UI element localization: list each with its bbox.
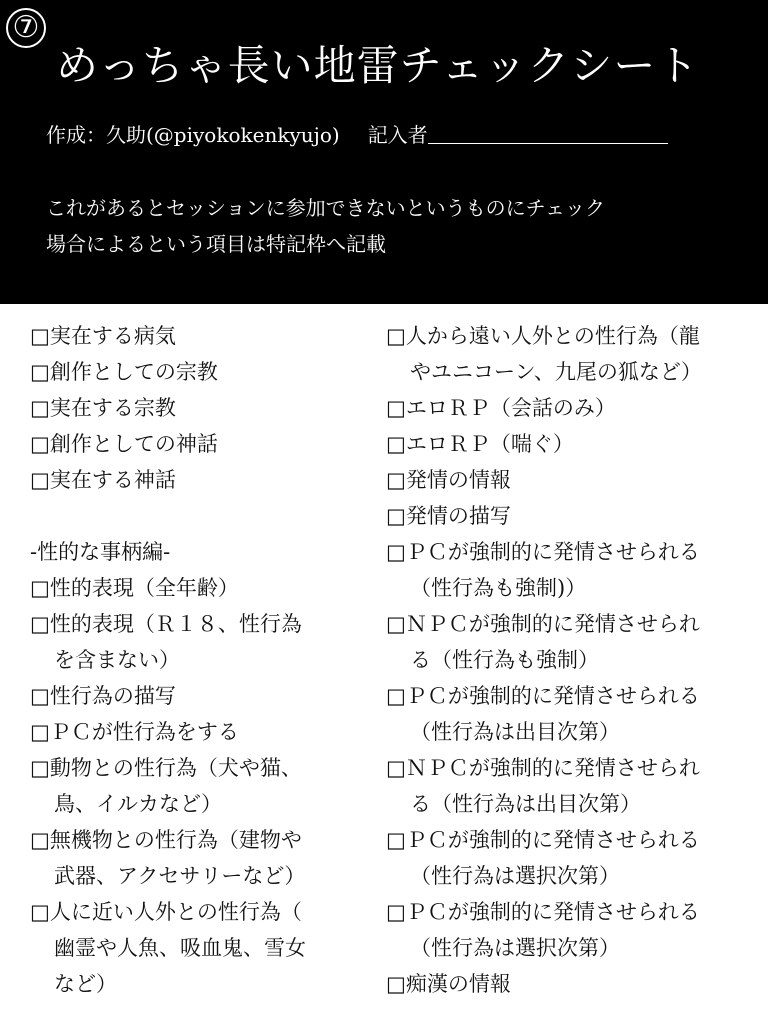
checklist-item[interactable]: □ＰＣが強制的に発情させられる xyxy=(386,540,700,564)
checklist-item-continuation: る（性行為も強制） xyxy=(410,648,599,672)
checklist-item[interactable]: □性的表現（Ｒ１８、性行為 xyxy=(30,612,302,636)
spacer xyxy=(30,498,360,534)
section-heading: -性的な事柄編- xyxy=(30,540,171,564)
checklist-item-continuation: やユニコーン、九尾の狐など） xyxy=(410,360,702,384)
checklist-item[interactable]: □実在する宗教 xyxy=(30,396,176,420)
author-line xyxy=(46,117,668,153)
instructions xyxy=(46,190,605,262)
checklist-item-continuation: （性行為も強制)） xyxy=(410,576,587,600)
checklist-item-continuation: を含まない） xyxy=(54,648,180,672)
checklist-item[interactable]: □ＮＰＣが強制的に発情させられ xyxy=(386,756,700,780)
checklist-item[interactable]: □ＰＣが強制的に発情させられる xyxy=(386,684,700,708)
checklist-item[interactable]: □ＮＰＣが強制的に発情させられ xyxy=(386,612,700,636)
checklist-item[interactable]: □動物との性行為（犬や猫、 xyxy=(30,756,302,780)
checklist-item[interactable]: □無機物との性行為（建物や xyxy=(30,828,302,852)
checklist-item[interactable]: □実在する神話 xyxy=(30,468,176,492)
checklist-item[interactable]: □性的表現（全年齢） xyxy=(30,576,239,600)
checklist-item[interactable]: □ＰＣが強制的に発情させられる xyxy=(386,900,700,924)
instruction-line: これがあるとセッションに参加できないというものにチェック xyxy=(46,196,605,220)
entry-label: 記入者 xyxy=(367,123,428,147)
checklist-item[interactable]: □実在する病気 xyxy=(30,324,176,348)
checklist-item-continuation: （性行為は出目次第） xyxy=(410,720,620,744)
checklist-item-continuation: （性行為は選択次第） xyxy=(410,936,620,960)
checklist-item-continuation: 幽霊や人魚、吸血鬼、雪女 xyxy=(54,936,306,960)
instruction-line: 場合によるという項目は特記枠へ記載 xyxy=(46,232,386,256)
checklist-item[interactable]: □創作としての宗教 xyxy=(30,360,218,384)
checklist-item-continuation: 鳥、イルカなど） xyxy=(54,792,222,816)
checklist-item[interactable]: □エロＲＰ（会話のみ） xyxy=(386,396,616,420)
checklist-item[interactable]: □発情の情報 xyxy=(386,468,511,492)
checklist-item-continuation: など） xyxy=(54,972,117,996)
checklist-item-continuation: る（性行為は出目次第） xyxy=(410,792,641,816)
checklist-item[interactable]: □エロＲＰ（喘ぐ） xyxy=(386,432,574,456)
checklist-item[interactable]: □人に近い人外との性行為（ xyxy=(30,900,302,924)
left-checklist-column xyxy=(30,318,360,1002)
sheet-number-badge: ⑦ xyxy=(6,8,46,48)
checklist-item[interactable]: □痴漢の情報 xyxy=(386,972,511,996)
checklist-item[interactable]: □ＰＣが強制的に発情させられる xyxy=(386,828,700,852)
checklist-item[interactable]: □ＰＣが性行為をする xyxy=(30,720,239,744)
header-banner xyxy=(0,0,768,304)
checklist-item[interactable]: □人から遠い人外との性行為（龍 xyxy=(386,324,700,348)
checklist-item[interactable]: □発情の描写 xyxy=(386,504,511,528)
entry-blank-line[interactable] xyxy=(428,119,668,144)
checklist-item-continuation: （性行為は選択次第） xyxy=(410,864,620,888)
right-checklist-column xyxy=(386,318,758,1002)
page-title: めっちゃ長い地雷チェックシート xyxy=(56,41,700,90)
checklist-item[interactable]: □性行為の描写 xyxy=(30,684,176,708)
author-credit: 作成：久助(@piyokokenkyujo) xyxy=(46,123,340,147)
checklist-item[interactable]: □創作としての神話 xyxy=(30,432,218,456)
checklist-item-continuation: 武器、アクセサリーなど） xyxy=(54,864,306,888)
